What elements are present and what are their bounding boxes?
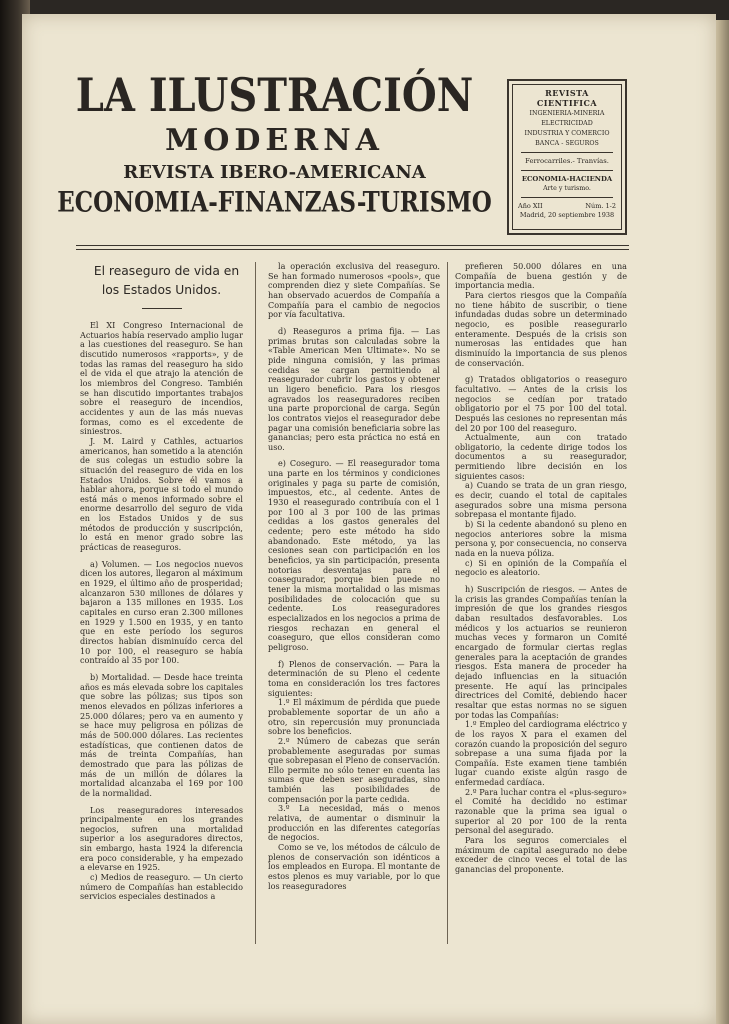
headline-rule bbox=[142, 308, 182, 309]
masthead-sections: ECONOMIA-FINANZAS-TURISMO bbox=[57, 186, 492, 219]
paragraph: prefieren 50.000 dólares en una Compañía de buena gestión y de importancia media. bbox=[455, 261, 627, 291]
paragraph: Para ciertos riesgos que la Compañía no tiene hábito de suscribir, o tiene infundadas dudas sobre un determinado negocio, es posible reasegurarlo enteramente. Después de la crisis son numerosas las entidades que han disminuído la importancia de sus plenos de conservación. bbox=[455, 289, 627, 368]
info-box-transport: Ferrocarriles.- Tranvías. bbox=[525, 157, 609, 165]
column-divider bbox=[255, 262, 256, 944]
paragraph: 3.º La necesidad, más o menos relativa, de aumentar o disminuir la producción en las diferentes categorías de negocios. bbox=[268, 803, 440, 843]
paragraph: c) Medios de reaseguro. — Un cierto número de Compañías han establecido servicios especiales destinados a bbox=[80, 872, 243, 902]
paragraph: f) Plenos de conservación. — Para la determinación de su Pleno el cedente toma en consideración los tres factores siguientes: bbox=[268, 658, 440, 698]
paragraph: 1.º Empleo del cardiograma eléctrico y de los rayos X para el examen del corazón cuando la proposición del seguro sobrepase a una suma fijada por la Compañía. Este examen tiene también lugar cuando existe algún rasgo de enfermedad cardíaca. bbox=[455, 719, 627, 788]
article-column-3 bbox=[455, 262, 627, 875]
paragraph: e) Coseguro. — El reasegurador toma una parte en los términos y condiciones originales y paga su parte de comisión, impuestos, etc., al cedente. Antes de 1930 el reasegurado contribuía con el 1 por 100 al 3 por 100 de las primas cedidas a los gastos generales del cedente; pero este método ha sido abandonado. Este método, ya las cesiones sean con participación en los beneficios, ya sin participación, presenta notorias desventajas para el coasegurador, porque bien puede no tener la misma mortalidad o las mismas posibilidades de colocación que su cedente. Los reaseguradores especializados en los negocios a prima de riesgos rechazan en general el coaseguro, que ellos consideran como peligroso. bbox=[268, 458, 440, 652]
paragraph: b) Mortalidad. — Desde hace treinta años es más elevada sobre los capitales que sobre las pólizas; sus tipos son menos elevados en pólizas inferiores a 25.000 dólares; pero va en aumento y se hace muy peligrosa en pólizas de más de 500.000 dólares. Las recientes estadísticas, que contienen datos de más de treinta Compañías, han demostrado que para las pólizas de más de un millón de dólares la mortalidad alcanzaba el 169 por 100 de la normalidad. bbox=[80, 671, 243, 798]
info-box-line: ELECTRICIDAD bbox=[541, 120, 593, 127]
info-box-line: BANCA - SEGUROS bbox=[535, 140, 599, 147]
paragraph: Actualmente, aun con tratado obligatorio, la cedente dirige todos los documentos a su reasegurador, permitiendo libre decisión en los siguientes casos: bbox=[455, 432, 627, 481]
info-box-economy: ECONOMIA-HACIENDA bbox=[521, 175, 613, 183]
article-column-1 bbox=[80, 262, 243, 902]
paragraph: g) Tratados obligatorios o reaseguro facultativo. — Antes de la crisis los negocios se cedían por tratado obligatorio por el 75 por 100 del total. Después las cesiones no representan más del 20 por 100 del reaseguro. bbox=[455, 374, 627, 433]
info-box-heading: REVISTA CIENTIFICA bbox=[536, 88, 598, 108]
paragraph: d) Reaseguros a prima fija. — Las primas brutas son calculadas sobre la «Table American Men Ultimate». No se pide ninguna comisión, y las primas cedidas se cargan permitiendo al reasegurador cubrir los gastos y obtener un ligero beneficio. Para los riesgos agravados los reaseguradores reciben una parte proporcional de carga. Según los contratos viejos el reasegurador debe pagar una comisión beneficiaria sobre las ganancias; pero esta práctica no está en uso. bbox=[268, 325, 440, 452]
masthead-title: LA ILUSTRACIÓN bbox=[75, 68, 474, 123]
paragraph: J. M. Laird y Cathles, actuarios americanos, han sometido a la atención de sus colegas un estudio sobre la situación del reaseguro de vida en los Estados Unidos. Sobre él vamos a hablar ahora, porque si todo el mundo está más o menos informado sobre el enorme desarrollo del seguro de vida en los Estados Unidos y de sus métodos de producción y suscripción, lo está en menor grado sobre las prácticas de reaseguros. bbox=[80, 435, 243, 553]
paragraph: El XI Congreso Internacional de Actuarios había reservado amplio lugar a las cuestiones del reaseguro. Se han discutido numerosos «rapports», y de todas las ramas del reaseguro ha sido el de vida el que atrajo la atención de los miembros del Congreso. También se han discutido importantes trabajos sobre el reaseguro de incendios, accidentes y aun de las más nuevas formas, como es el excedente de siniestros. bbox=[80, 320, 243, 437]
paragraph: la operación exclusiva del reaseguro. Se han formado numerosos «pools», que comprenden diez y siete Compañías. Se han observado acuerdos de Compañía a Compañía para el cambio de negocios por vía facultativa. bbox=[268, 261, 440, 320]
header-rule bbox=[76, 245, 629, 246]
column-divider bbox=[447, 262, 448, 944]
masthead-subtitle: MODERNA bbox=[165, 123, 384, 158]
paragraph: h) Suscripción de riesgos. — Antes de la crisis las grandes Compañías tenían la impresión de que los grandes riesgos daban resultados desfavorables. Los médicos y los actuarios se reunieron muchas veces y formaron un Comité encargado de formular ciertas reglas generales para la aceptación de grandes riesgos. Esta manera de proceder ha dejado influencias en la situación presente. He aquí las principales directrices del Comité, debiendo hacer resaltar que estas normas no se siguen por todas las Compañías: bbox=[455, 584, 627, 720]
info-box-divider bbox=[521, 197, 613, 198]
header-rule bbox=[76, 249, 629, 250]
info-box-arts: Arte y turismo. bbox=[543, 185, 591, 192]
issue-number: Núm. 1-2 bbox=[585, 202, 616, 210]
article-headline: El reaseguro de vida en los Estados Unidos. bbox=[93, 264, 240, 297]
info-box-divider bbox=[521, 152, 613, 153]
paragraph: c) Si en opinión de la Compañía el negocio es aleatorio. bbox=[455, 557, 627, 578]
paragraph: a) Cuando se trata de un gran riesgo, es decir, cuando el total de capitales asegurados sobre una misma persona sobrepasa el montante fijado. bbox=[455, 480, 627, 520]
paragraph: Como se ve, los métodos de cálculo de plenos de conservación son idénticos a los empleados en Europa. El montante de estos plenos es muy variable, por lo que los reaseguradores bbox=[268, 842, 440, 891]
paragraph: Los reaseguradores interesados principalmente en los grandes negocios, sufren una mortalidad superior a los aseguradores directos, sin embargo, hasta 1924 la diferencia era poco considerable, y ha empezado a elevarse en 1925. bbox=[80, 804, 243, 873]
masthead-tagline: REVISTA IBERO-AMERICANA bbox=[123, 162, 426, 183]
paragraph: 2.º Para luchar contra el «plus-seguro» el Comité ha decidido no estimar razonable que la prima sea igual o superior al 20 por 100 de la renta personal del asegurado. bbox=[455, 786, 627, 836]
masthead bbox=[52, 68, 497, 219]
paragraph: 2.º Número de cabezas que serán probablemente aseguradas por sumas que sobrepasan el Pleno de conservación. Ello permite no sólo tener en cuenta las sumas que deben ser aseguradas, sino también las posibilidades de compensación por la parte cedida. bbox=[268, 735, 440, 804]
paragraph: 1.º El máximum de pérdida que puede probablemente soportar de un año a otro, sin repercusión muy pronunciada sobre los beneficios. bbox=[268, 697, 440, 737]
info-box-line: INDUSTRIA Y COMERCIO bbox=[524, 130, 610, 137]
paragraph: a) Volumen. — Los negocios nuevos dicen los autores, llegaron al máximum en 1929, el último año de prosperidad; alcanzaron 530 millones de dólares y bajaron a 135 millones en 1935. Los capitales en curso eran 2.300 millones en 1929 y 1.500 en 1935, y en tanto que en este período los seguros directos habían disminuído cerca del 10 por 100, el reaseguro se había contraído al 35 por 100. bbox=[80, 558, 243, 666]
paragraph: b) Si la cedente abandonó su pleno en negocios anteriores sobre la misma persona y, por consecuencia, no conserva nada en la nueva póliza. bbox=[455, 519, 627, 559]
info-box-divider bbox=[521, 170, 613, 171]
info-box bbox=[507, 79, 627, 235]
info-box-line: INGENIERIA-MINERIA bbox=[529, 110, 605, 117]
paragraph: Para los seguros comerciales el máximum de capital asegurado no debe exceder de cinco veces el total de las ganancias del proponente. bbox=[455, 835, 627, 875]
issue-year: Año XII bbox=[518, 202, 543, 210]
article-column-2 bbox=[268, 262, 440, 891]
issue-date: Madrid, 20 septiembre 1938 bbox=[519, 211, 615, 219]
issue-line bbox=[515, 202, 619, 211]
